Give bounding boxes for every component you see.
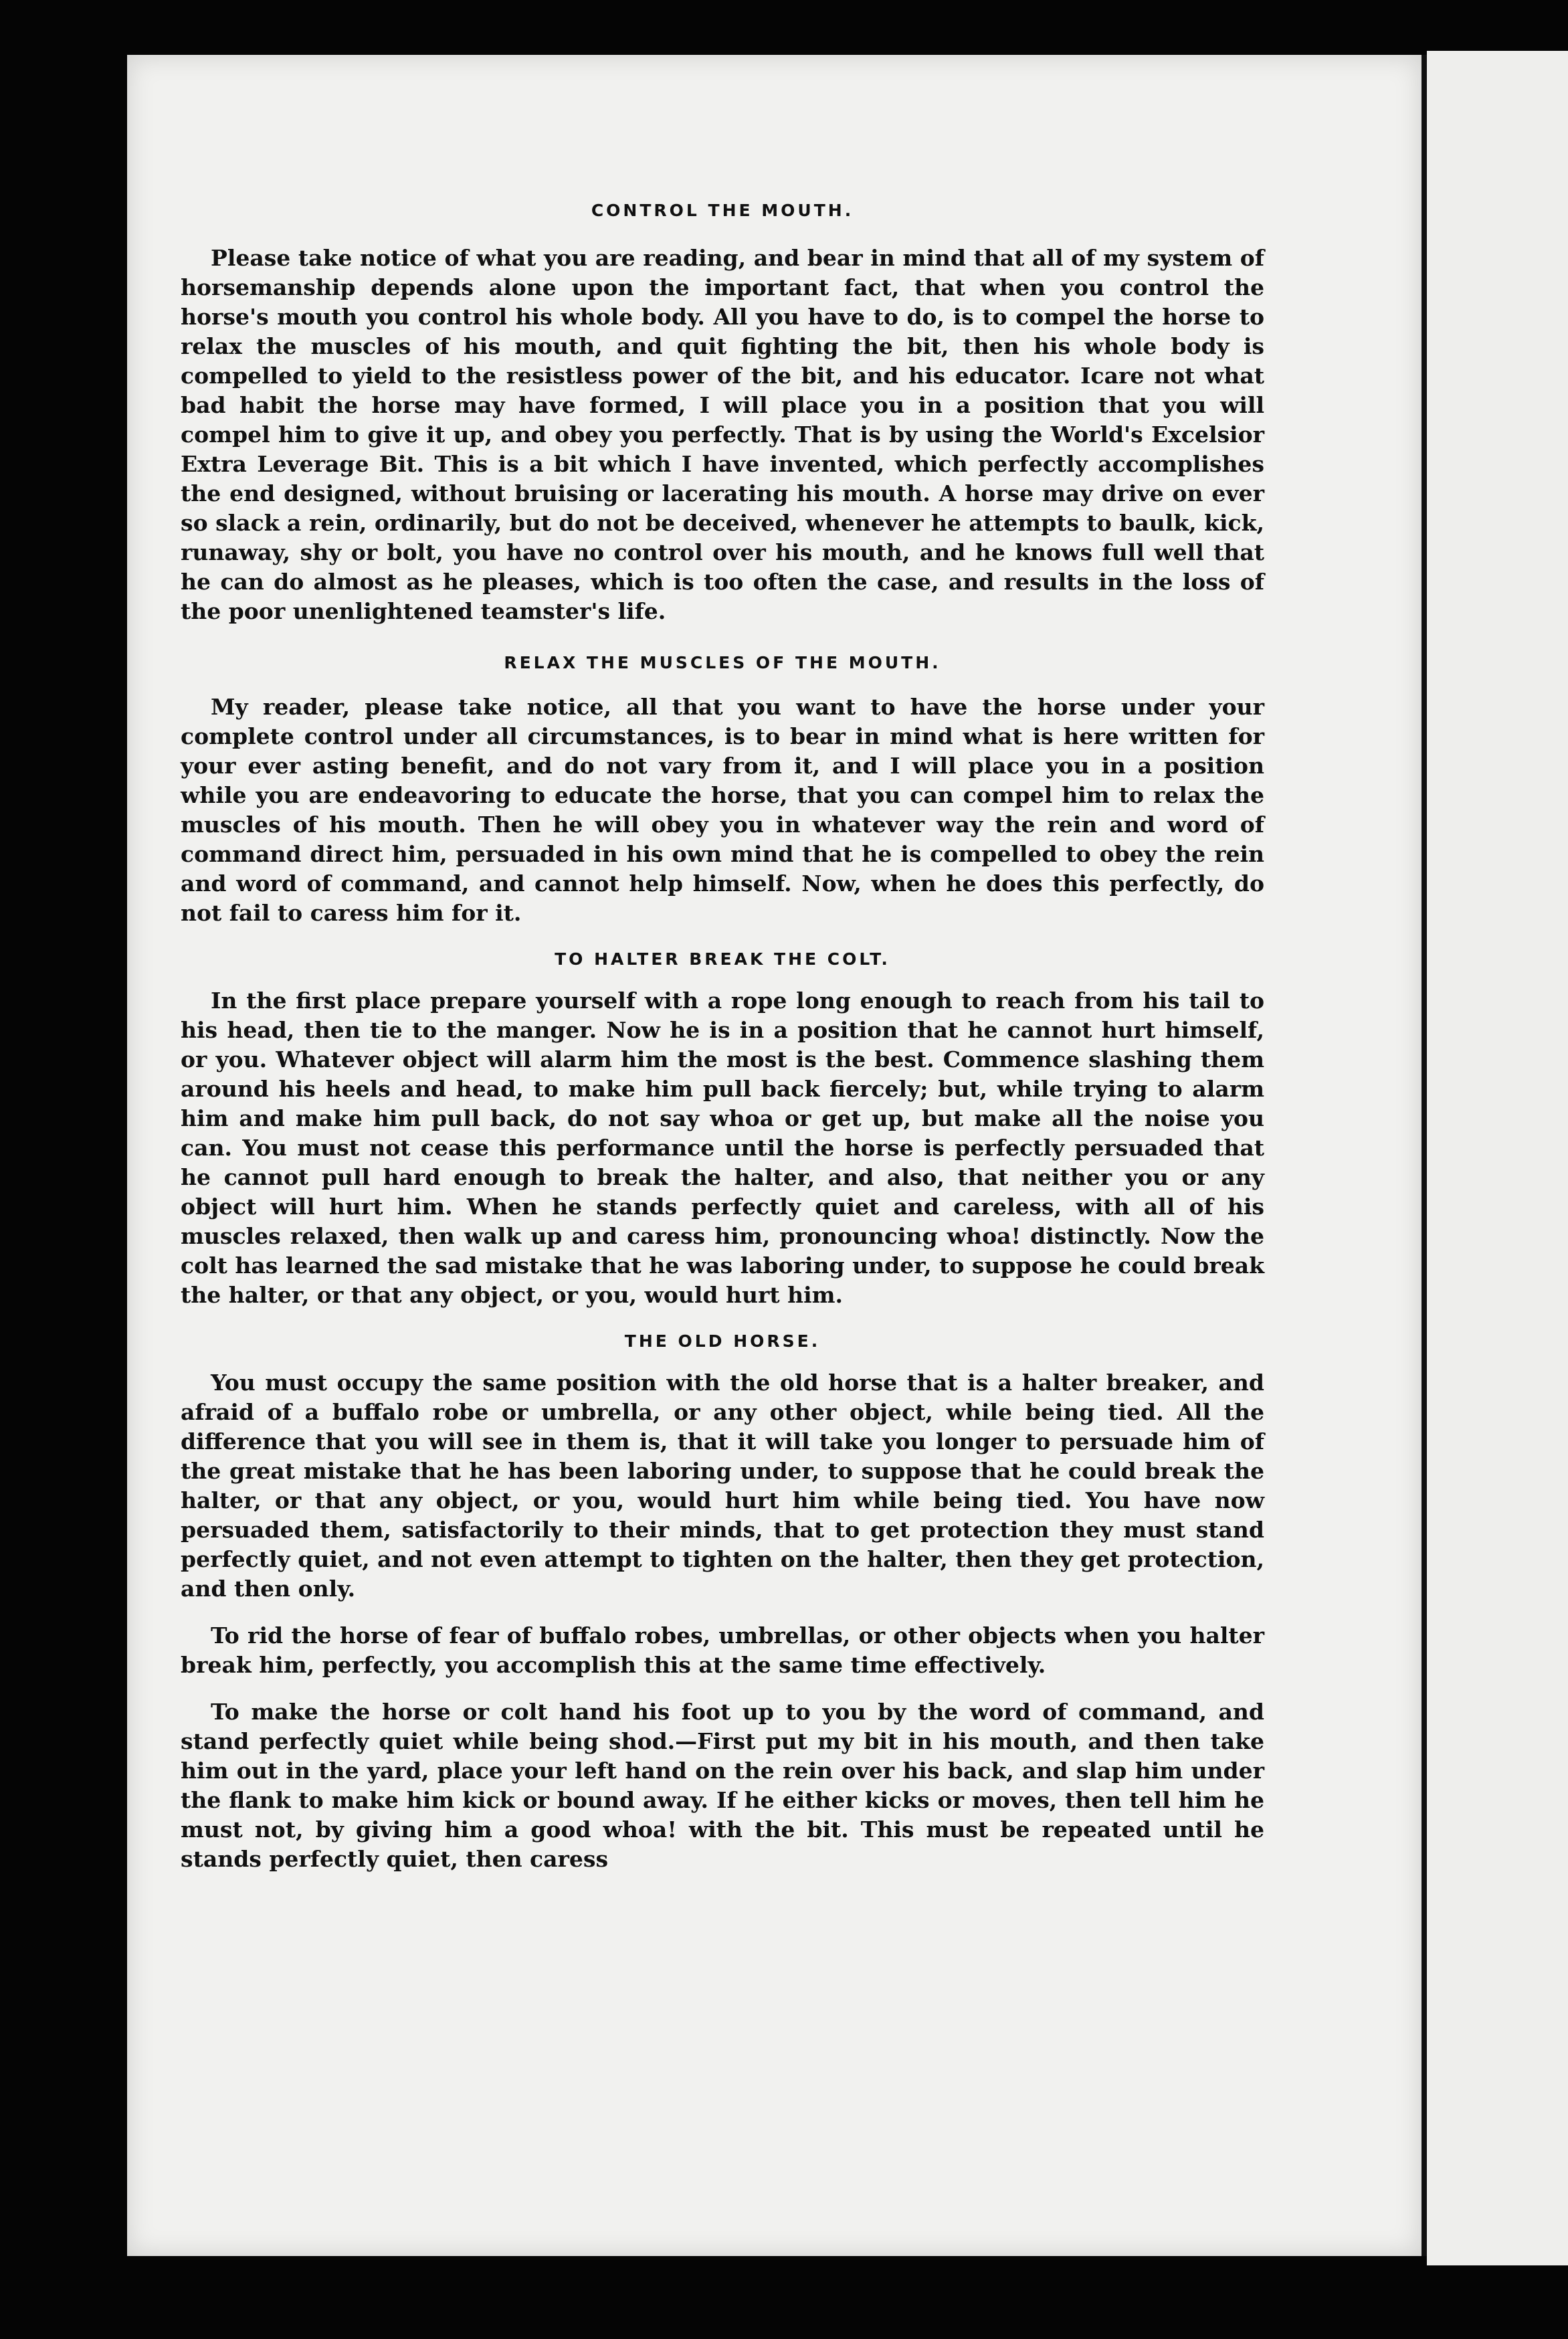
- section-heading-halter-break: TO HALTER BREAK THE COLT.: [555, 949, 890, 969]
- paragraph-shoeing: To make the horse or colt hand his foot up to you by the word of command, and stand perfectly quiet while being shod.—First put my bit in his mouth, and then take him out in the yard, place your left hand on the rein over his back, and slap him under the flank to make him kick or bound away. If he either kicks or moves, then tell him he must not, by giving him a good whoa! with the bit. This must be repeated until he stands perfectly quiet, then caress: [181, 1699, 1264, 1872]
- paragraph-control-the-mouth: Please take notice of what you are reading, and bear in mind that all of my system of horsemanship depends alone upon the important fact, that when you control the horse's mouth you control his whole body. All you have to do, is to compel the horse to relax the muscles of his mouth, and quit fighting the bit, then his whole body is compelled to yield to the resistless power of the bit, and his educator. Icare not what bad habit the horse may have formed, I will place you in a position that you will compel him to give it up, and obey you perfectly. That is by using the World's Excelsior Extra Leverage Bit. This is a bit which I have invented, which perfectly accomplishes the end designed, without bruising or lacerating his mouth. A horse may drive on ever so slack a rein, ordinarily, but do not be deceived, whenever he attempts to baulk, kick, runaway, shy or bolt, you have no control over his mouth, and he knows full well that he can do almost as he pleases, which is too often the case, and results in the loss of the poor unenlightened teamster's life.: [181, 245, 1264, 624]
- page-edge: [1422, 55, 1427, 2256]
- page-text: [181, 201, 1264, 1874]
- section-heading-old-horse: THE OLD HORSE.: [624, 1331, 821, 1351]
- paragraph-buffalo-robes: To rid the horse of fear of buffalo robes, umbrellas, or other objects when you halter break him, perfectly, you accomplish this at the same time effectively.: [181, 1622, 1264, 1678]
- section-heading-relax-muscles: RELAX THE MUSCLES OF THE MOUTH.: [504, 653, 941, 672]
- paragraph-halter-break: In the first place prepare yourself with a rope long enough to reach from his tail to his head, then tie to the manger. Now he is in a position that he cannot hurt himself, or you. Whatever object will alarm him the most is the best. Commence slashing them around his heels and head, to make him pull back fiercely; but, while trying to alarm him and make him pull back, do not say whoa or get up, but make all the noise you can. You must not cease this performance until the horse is perfectly persuaded that he cannot pull hard enough to break the halter, and also, that neither you or any object will hurt him. When he stands perfectly quiet and careless, with all of his muscles relaxed, then walk up and caress him, pronouncing whoa! distinctly. Now the colt has learned the sad mistake that he was laboring under, to suppose he could break the halter, or that any object, or you, would hurt him.: [181, 988, 1265, 1308]
- facing-page-strip: [1427, 51, 1568, 2265]
- paragraph-relax-muscles: My reader, please take notice, all that you want to have the horse under your complete control under all circumstances, is to bear in mind what is here written for your ever asting benefit, and do not vary from it, and I will place you in a position while you are endeavoring to educate the horse, that you can compel him to relax the muscles of his mouth. Then he will obey you in whatever way the rein and word of command direct him, persuaded in his own mind that he is compelled to obey the rein and word of command, and cannot help himself. Now, when he does this perfectly, do not fail to caress him for it.: [181, 694, 1264, 926]
- paragraph-old-horse: You must occupy the same position with the old horse that is a halter breaker, and afraid of a buffalo robe or umbrella, or any other object, while being tied. All the difference that you will see in them is, that it will take you longer to persuade him of the great mistake that he has been laboring under, to suppose that he could break the halter, or that any object, or you, would hurt him while being tied. You have now persuaded them, satisfactorily to their minds, that to get protection they must stand perfectly quiet, and not even attempt to tighten on the halter, then they get protection, and then only.: [181, 1370, 1264, 1602]
- section-heading-control-the-mouth: CONTROL THE MOUTH.: [591, 201, 854, 220]
